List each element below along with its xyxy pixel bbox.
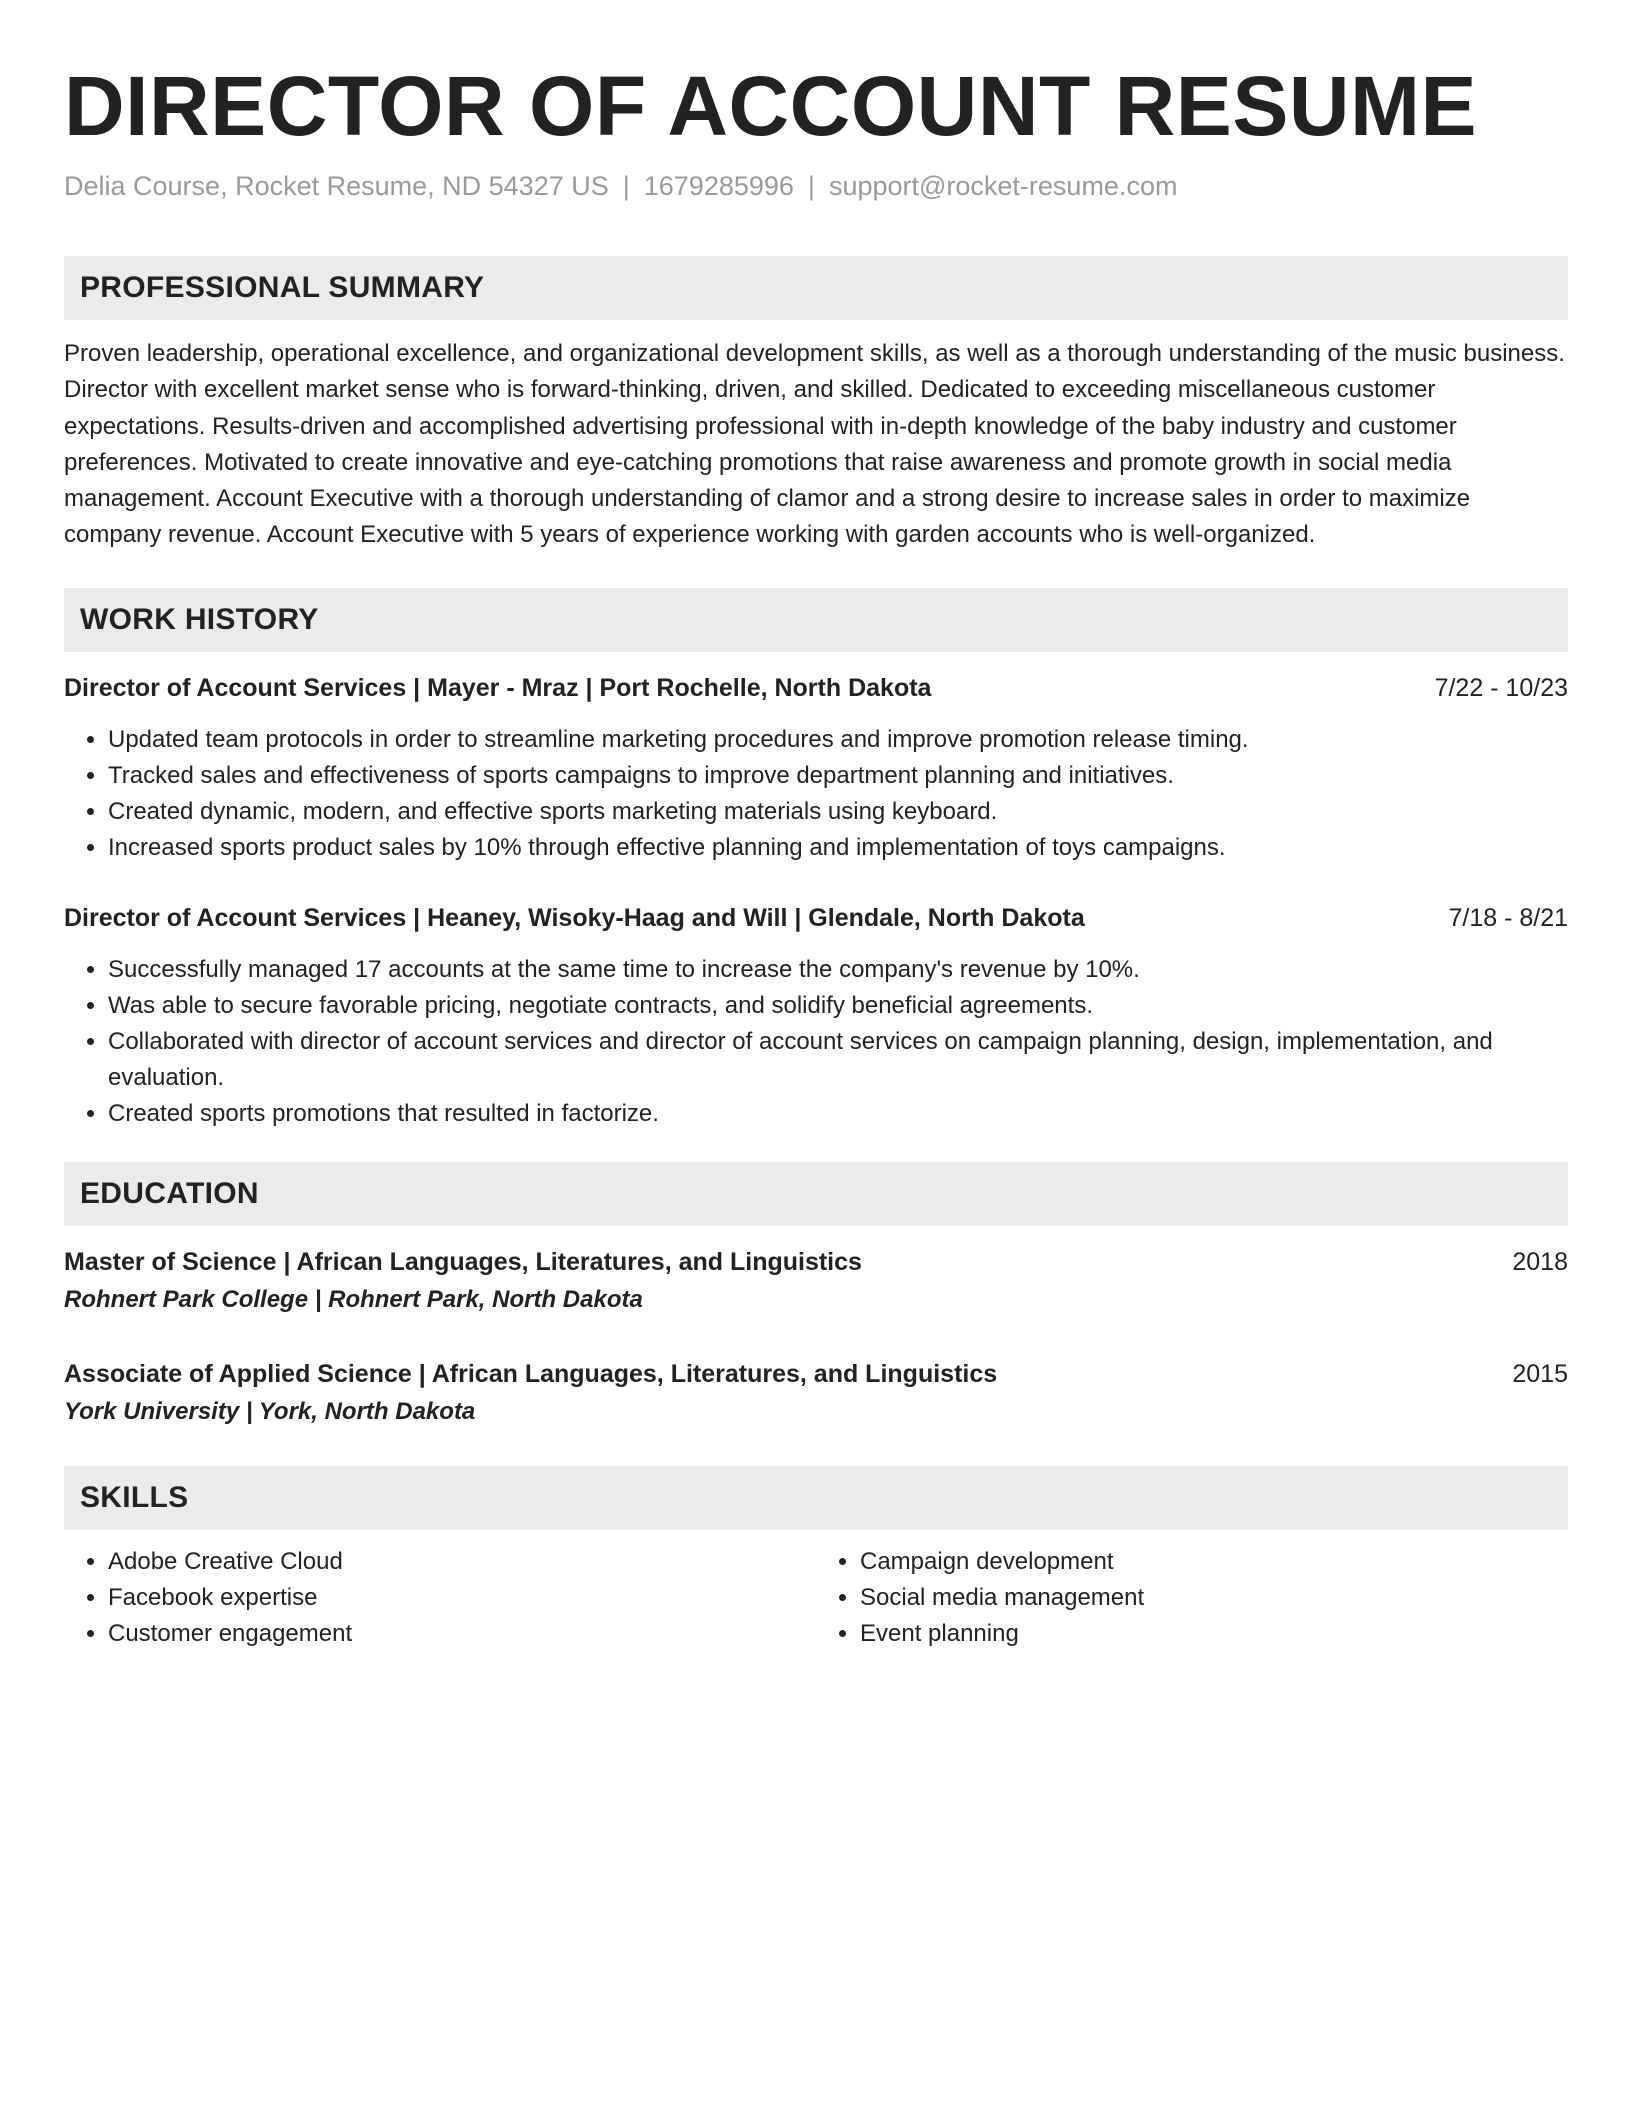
education-year: 2015: [1512, 1359, 1568, 1388]
job-bullet: • Updated team protocols in order to streamline marketing procedures and improve promotion release timing.: [108, 722, 1568, 758]
education-entry: [64, 1356, 1568, 1430]
skill-item: • Campaign development: [860, 1544, 1568, 1580]
skill-item: • Customer engagement: [108, 1616, 816, 1652]
skill-item: • Adobe Creative Cloud: [108, 1544, 816, 1580]
summary-text: Proven leadership, operational excellence, and organizational development skills, as well as a thorough understanding of the music business. Director with excellent market sense who is forward-thinking, driven, and skilled. Dedicated to exceeding miscellaneous customer expectations. Results-driven and accomplished advertising professional with in-depth knowledge of the baby industry and customer preferences. Motivated to create innovative and eye-catching promotions that raise awareness and promote growth in social media management. Account Executive with a thorough understanding of clamor and a strong desire to increase sales in order to maximize company revenue. Account Executive with 5 years of experience working with garden accounts who is well-organized.: [64, 340, 1565, 549]
degree-line: Master of Science | African Languages, Literatures, and Linguistics: [64, 1247, 862, 1276]
skills-section-header: SKILLS: [64, 1466, 1568, 1530]
job-title-line: Director of Account Services | Mayer - Mraz | Port Rochelle, North Dakota: [64, 673, 932, 702]
work-history-section-header: WORK HISTORY: [64, 588, 1568, 652]
job-bullet-list: [64, 722, 1568, 866]
job-bullet: • Successfully managed 17 accounts at the same time to increase the company's revenue by 10%.: [108, 952, 1568, 988]
education-entry: [64, 1244, 1568, 1318]
skill-item: • Social media management: [860, 1580, 1568, 1616]
job-entry: [64, 670, 1568, 866]
contact-address: Delia Course, Rocket Resume, ND 54327 US: [64, 171, 609, 201]
contact-email: support@rocket-resume.com: [828, 171, 1178, 201]
resume-title: DIRECTOR OF ACCOUNT RESUME: [64, 59, 1478, 153]
job-dates: 7/22 - 10/23: [1434, 673, 1568, 702]
contact-phone: 1679285996: [643, 171, 794, 201]
job-bullet: • Created sports promotions that resulted in factorize.: [108, 1096, 1568, 1132]
education-section-header: EDUCATION: [64, 1162, 1568, 1226]
job-title-line: Director of Account Services | Heaney, Wisoky-Haag and Will | Glendale, North Dakota: [64, 903, 1085, 932]
contact-separator: |: [622, 171, 630, 201]
education-header: [64, 1244, 1568, 1280]
education-header: [64, 1356, 1568, 1392]
summary-section-header: PROFESSIONAL SUMMARY: [64, 256, 1568, 320]
contact-separator: |: [807, 171, 815, 201]
skill-item: • Event planning: [860, 1616, 1568, 1652]
school-line: Rohnert Park College | Rohnert Park, North Dakota: [64, 1285, 643, 1313]
school-line: York University | York, North Dakota: [64, 1397, 476, 1425]
contact-line: [64, 168, 1568, 204]
job-bullet: • Tracked sales and effectiveness of sports campaigns to improve department planning and initiatives.: [108, 758, 1568, 794]
job-entry: [64, 900, 1568, 1132]
skills-list-right: [816, 1544, 1568, 1652]
job-bullet: • Collaborated with director of account services and director of account services on campaign planning, design, implementation, and evaluation.: [108, 1024, 1568, 1096]
job-header: [64, 900, 1568, 936]
degree-line: Associate of Applied Science | African Languages, Literatures, and Linguistics: [64, 1359, 998, 1388]
job-bullet: • Was able to secure favorable pricing, negotiate contracts, and solidify beneficial agreements.: [108, 988, 1568, 1024]
job-header: [64, 670, 1568, 706]
education-year: 2018: [1512, 1247, 1568, 1276]
job-bullet: • Created dynamic, modern, and effective sports marketing materials using keyboard.: [108, 794, 1568, 830]
skill-item: • Facebook expertise: [108, 1580, 816, 1616]
job-dates: 7/18 - 8/21: [1448, 903, 1568, 932]
skills-list-left: [64, 1544, 816, 1652]
job-bullet-list: [64, 952, 1568, 1132]
skills-columns: [64, 1544, 1568, 1652]
job-bullet: • Increased sports product sales by 10% through effective planning and implementation of toys campaigns.: [108, 830, 1568, 866]
